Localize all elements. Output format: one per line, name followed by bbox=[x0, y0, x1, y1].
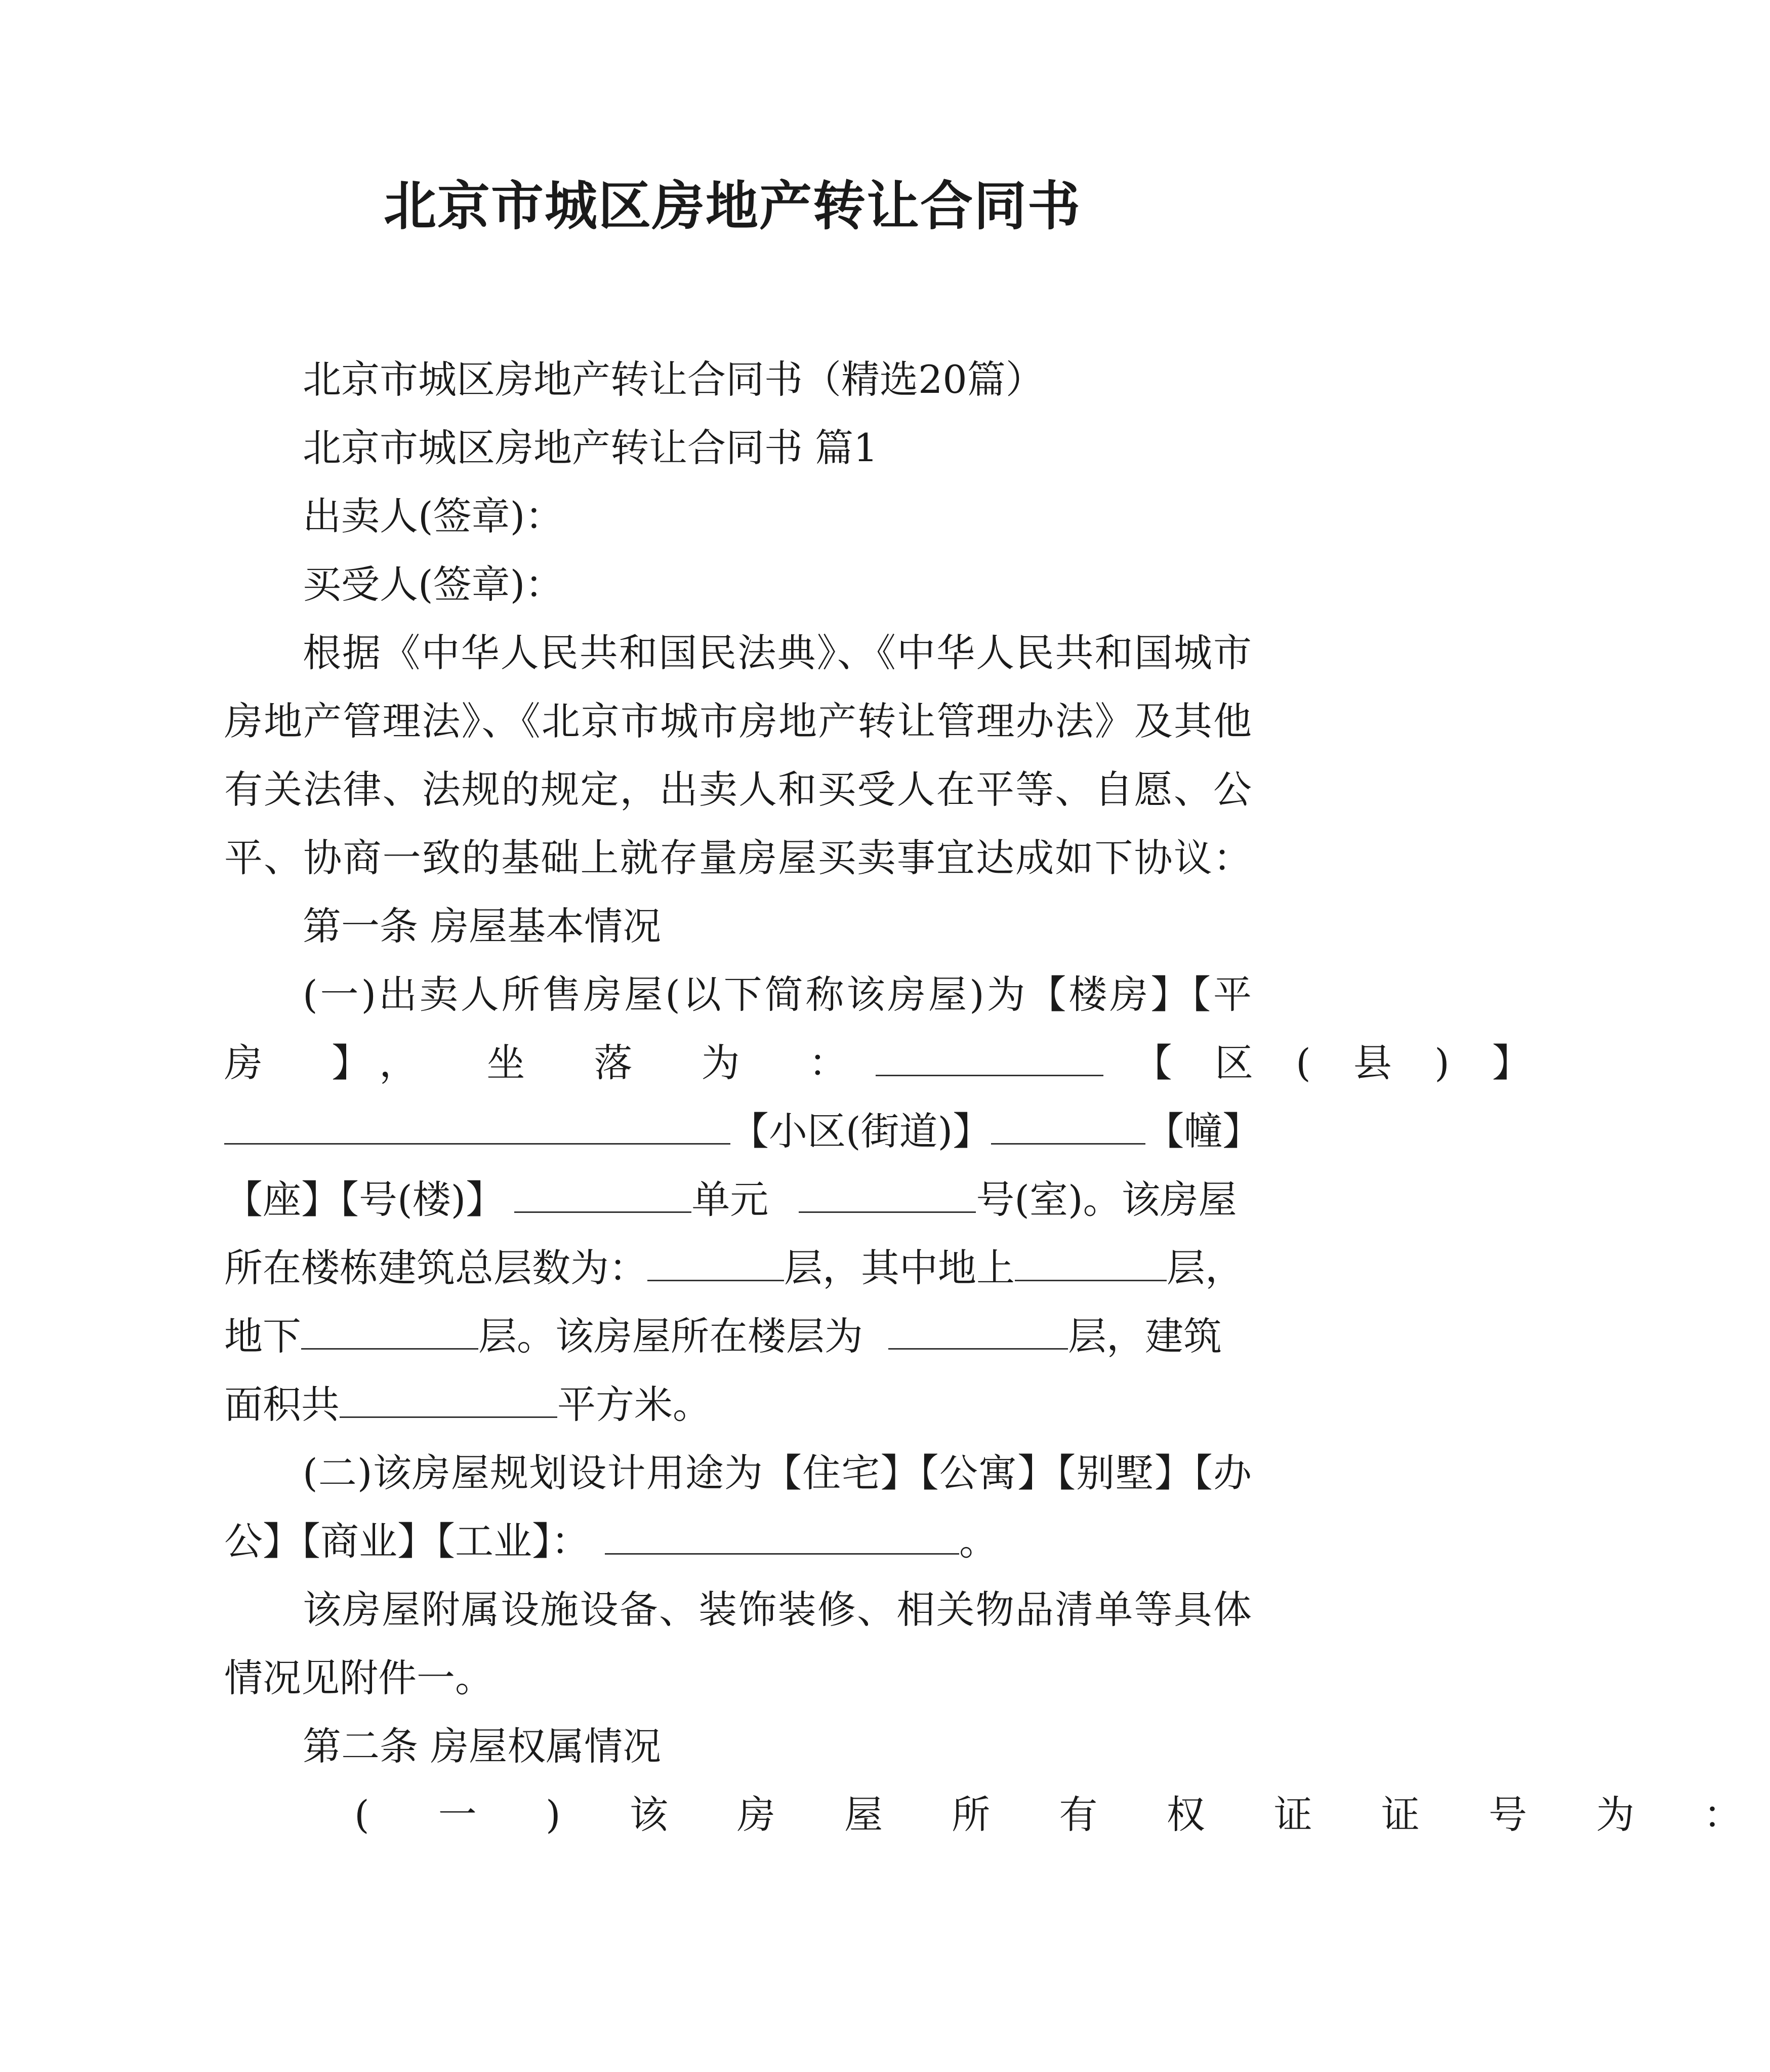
text-segment: 【 区 ( 县 ) 】 bbox=[1133, 1040, 1546, 1085]
article-heading-line: 第一条 房屋基本情况 bbox=[303, 904, 662, 949]
text-segment: 【幢】 bbox=[1145, 1109, 1261, 1154]
seller-signature-line: 出卖人(签章)： bbox=[303, 494, 564, 539]
body-text-line: 房地产管理法》、《北京市城市房地产转让管理办法》及其他 bbox=[224, 699, 1252, 744]
collection-title-line: 北京市城区房地产转让合同书（精选20篇） bbox=[303, 357, 1044, 402]
text-segment: 层，其中地上 bbox=[784, 1245, 1015, 1290]
text-segment: 号(室)。该房屋 bbox=[976, 1177, 1237, 1222]
text-segment: 面积共 bbox=[224, 1382, 340, 1427]
body-text-line bbox=[224, 1033, 1546, 1093]
text-segment: 地下 bbox=[224, 1314, 301, 1359]
body-text-line: 情况见附件一。 bbox=[224, 1655, 493, 1700]
fill-blank bbox=[224, 1107, 730, 1145]
body-text-line: ( 一 ) 该 房 屋 所 有 权 证 证 号 为 ： bbox=[354, 1792, 1770, 1837]
text-segment: 。 bbox=[959, 1519, 998, 1564]
body-text-line: 有关法律、法规的规定，出卖人和买受人在平等、自愿、公 bbox=[224, 767, 1252, 812]
text-segment: 【小区(街道)】 bbox=[730, 1109, 992, 1154]
body-text-line bbox=[224, 1306, 1252, 1367]
body-text-line: (二)该房屋规划设计用途为【住宅】【公寓】【别墅】【办 bbox=[303, 1450, 1252, 1495]
fill-blank bbox=[876, 1038, 1103, 1076]
body-text-line bbox=[224, 1169, 1252, 1230]
text-segment: 层，建筑 bbox=[1068, 1314, 1222, 1359]
fill-blank bbox=[991, 1107, 1145, 1145]
text-segment: 【座】【号(楼)】 bbox=[224, 1177, 505, 1222]
text-segment: 公】【商业】【工业】： bbox=[224, 1519, 590, 1564]
article-heading-line: 第二条 房屋权属情况 bbox=[303, 1724, 662, 1769]
text-segment: 所在楼栋建筑总层数为： bbox=[224, 1245, 647, 1290]
body-text-line: 该房屋附属设施设备、装饰装修、相关物品清单等具体 bbox=[303, 1587, 1252, 1632]
body-text-line bbox=[224, 1238, 1252, 1298]
body-text-line: 根据《中华人民共和国民法典》、《中华人民共和国城市 bbox=[303, 630, 1252, 675]
fill-blank bbox=[799, 1175, 976, 1213]
text-segment: 房 】， 坐 落 为 ： bbox=[224, 1040, 876, 1085]
body-text-line bbox=[224, 1101, 1261, 1162]
fill-blank bbox=[340, 1380, 557, 1418]
fill-blank bbox=[1015, 1243, 1167, 1281]
fill-blank bbox=[647, 1243, 784, 1281]
text-segment: 层。该房屋所在楼层为 bbox=[478, 1314, 863, 1359]
fill-blank bbox=[888, 1312, 1068, 1350]
body-text-line bbox=[224, 1511, 1252, 1572]
document-title: 北京市城区房地产转让合同书 bbox=[383, 175, 1081, 237]
text-segment: 层， bbox=[1167, 1245, 1244, 1290]
text-segment: 平方米。 bbox=[557, 1382, 711, 1427]
buyer-signature-line: 买受人(签章)： bbox=[303, 562, 564, 607]
text-segment: 单元 bbox=[691, 1177, 769, 1222]
fill-blank bbox=[605, 1517, 959, 1555]
fill-blank bbox=[514, 1175, 691, 1213]
section-heading-line: 北京市城区房地产转让合同书 篇1 bbox=[303, 425, 878, 470]
body-text-line: (一)出卖人所售房屋(以下简称该房屋)为【楼房】【平 bbox=[303, 972, 1252, 1017]
body-text-line bbox=[224, 1374, 1252, 1435]
fill-blank bbox=[301, 1312, 478, 1350]
body-text-line: 平、协商一致的基础上就存量房屋买卖事宜达成如下协议： bbox=[224, 835, 1252, 880]
